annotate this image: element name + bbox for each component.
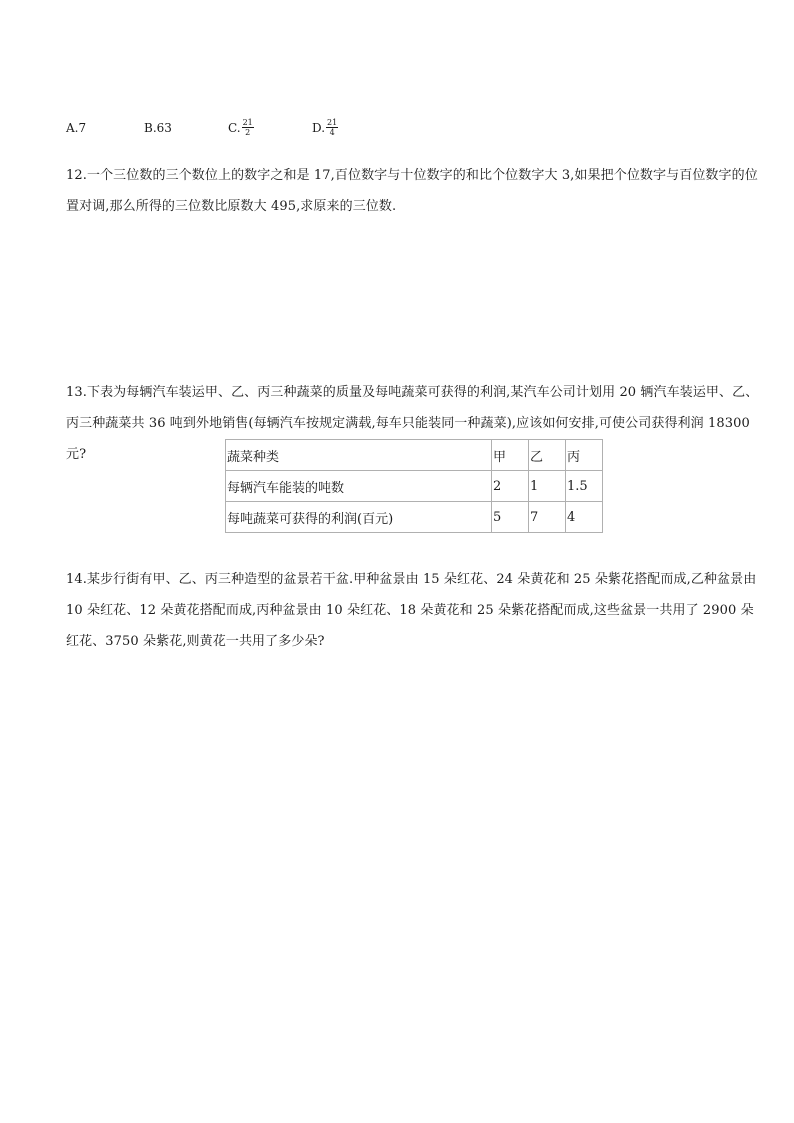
table-cell: 1 xyxy=(529,471,566,502)
table-cell: 每吨蔬菜可获得的利润(百元) xyxy=(226,502,492,533)
option-c-fraction xyxy=(242,118,254,137)
option-a-value: 7 xyxy=(78,120,87,135)
table-row xyxy=(226,440,603,471)
question-14: 14.某步行街有甲、乙、丙三种造型的盆景若干盆.甲种盆景由 15 朵红花、24 朵黄花和 25 朵紫花搭配而成,乙种盆景由 10 朵红花、12 朵黄花搭配而成,丙种盆景由 10 朵红花、18 朵黄花和 25 朵紫花搭配而成,这些盆景一共用了 2900 朵红花、3750 朵紫花,则黄花一共用了多少朵? xyxy=(66,572,757,649)
option-b-value: 63 xyxy=(156,120,172,135)
option-c xyxy=(228,118,312,137)
option-b-letter: B. xyxy=(144,120,157,135)
option-d-denominator: 4 xyxy=(329,128,335,137)
table-cell: 1.5 xyxy=(566,471,603,502)
table-cell: 5 xyxy=(492,502,529,533)
option-d-numerator: 21 xyxy=(327,118,338,127)
vegetable-table xyxy=(225,439,603,533)
table-cell: 乙 xyxy=(529,440,566,471)
table-row xyxy=(226,502,603,533)
table-cell: 每辆汽车能装的吨数 xyxy=(226,471,492,502)
option-c-letter: C. xyxy=(228,120,241,135)
option-a-letter: A. xyxy=(66,120,79,135)
table-cell: 甲 xyxy=(492,440,529,471)
option-a xyxy=(66,121,144,135)
table-row xyxy=(226,471,603,502)
question-12: 12.一个三位数的三个数位上的数字之和是 17,百位数字与十位数字的和比个位数字大 3,如果把个位数字与百位数字的位置对调,那么所得的三位数比原数大 495,求原来的三位数. xyxy=(66,168,758,214)
option-d-letter: D. xyxy=(312,120,326,135)
option-c-denominator: 2 xyxy=(245,128,251,137)
option-d xyxy=(312,118,372,137)
option-d-fraction xyxy=(326,118,338,137)
option-c-numerator: 21 xyxy=(242,118,253,127)
table-cell: 蔬菜种类 xyxy=(226,440,492,471)
table-cell: 丙 xyxy=(566,440,603,471)
question-13: 13.下表为每辆汽车装运甲、乙、丙三种蔬菜的质量及每吨蔬菜可获得的利润,某汽车公司计划用 20 辆汽车装运甲、乙、丙三种蔬菜共 36 吨到外地销售(每辆汽车按规定满载,每车只能装同一种蔬菜),应该如何安排,可使公司获得利润 18300 元? xyxy=(66,385,759,462)
table-cell: 7 xyxy=(529,502,566,533)
option-b xyxy=(144,121,228,135)
answer-options xyxy=(66,118,372,137)
table-cell: 4 xyxy=(566,502,603,533)
table-cell: 2 xyxy=(492,471,529,502)
